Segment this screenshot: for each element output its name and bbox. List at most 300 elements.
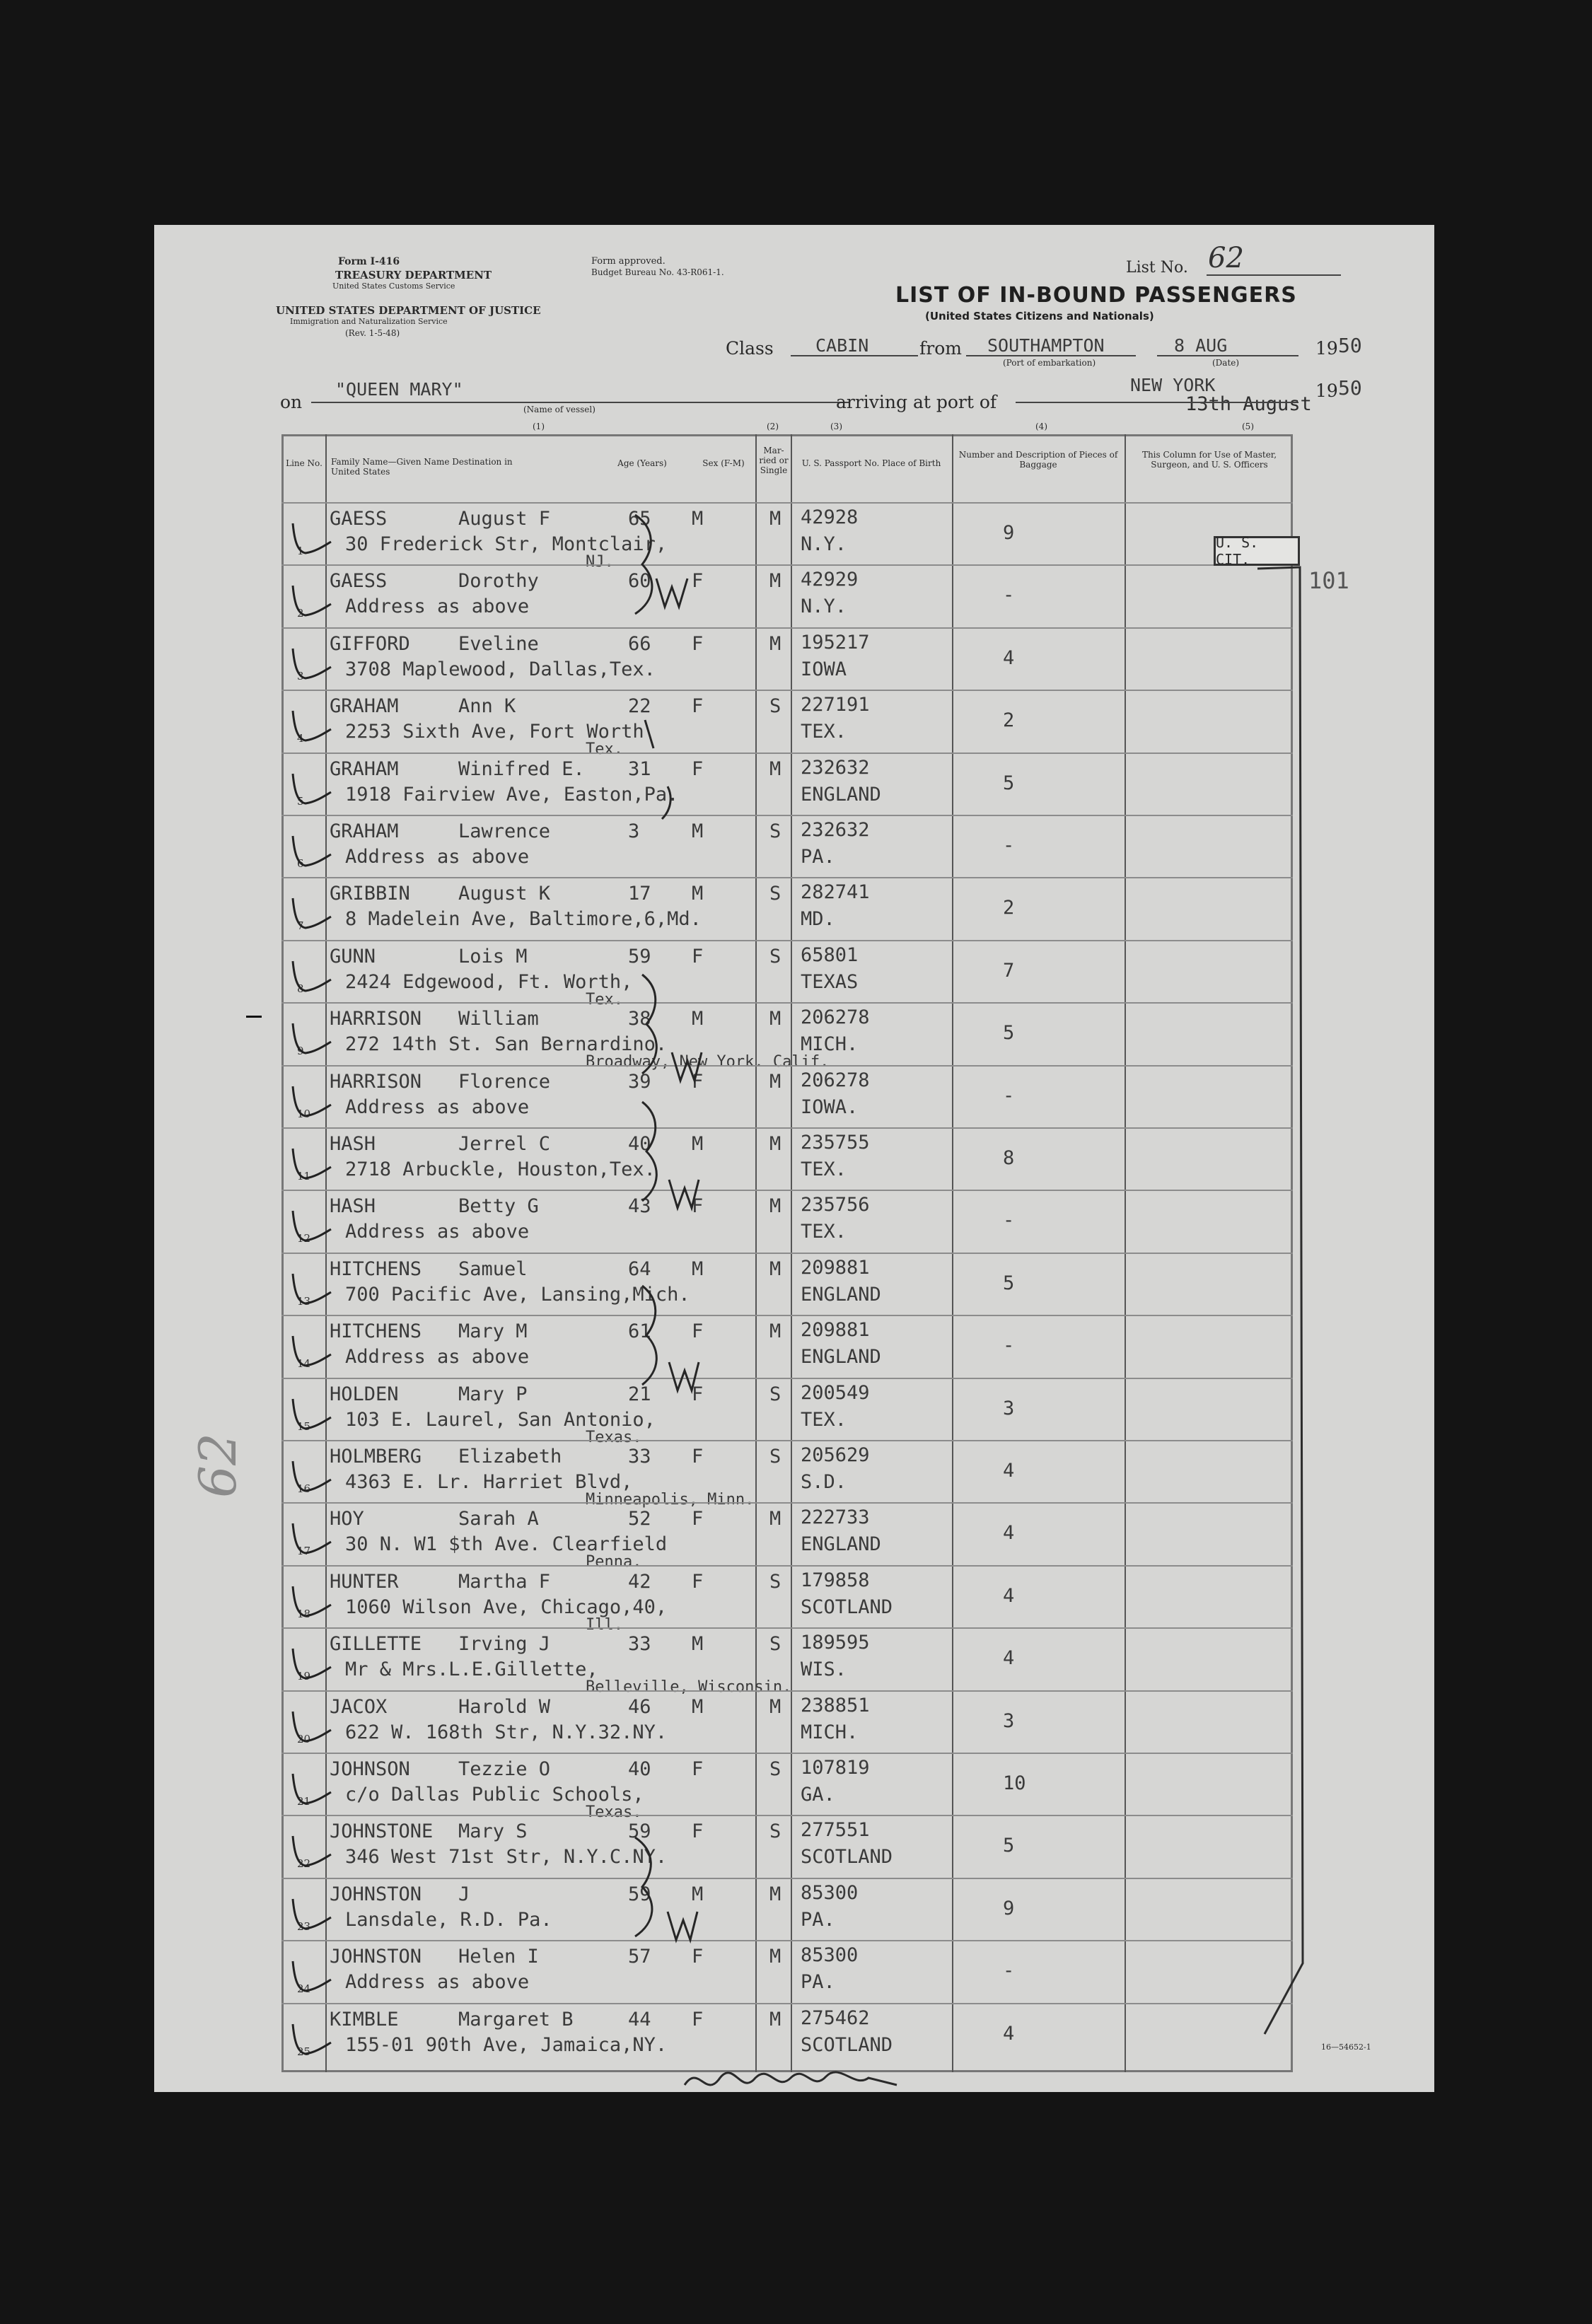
destination: 2253 Sixth Ave, Fort Worth bbox=[345, 721, 644, 743]
family-name: GILLETTE bbox=[330, 1633, 422, 1656]
age: 39 bbox=[628, 1070, 651, 1093]
family-name: HITCHENS bbox=[330, 1320, 422, 1343]
passport-no: 209881 bbox=[801, 1319, 870, 1342]
destination: Lansdale, R.D. Pa. bbox=[345, 1908, 552, 1931]
place-of-birth: ENGLAND bbox=[801, 1346, 881, 1369]
sex: M bbox=[692, 1883, 704, 1905]
age: 59 bbox=[628, 1883, 651, 1905]
baggage-count: 9 bbox=[1003, 522, 1015, 544]
passenger-row bbox=[281, 1127, 1293, 1190]
destination-cont: Tex. bbox=[586, 740, 623, 759]
destination: 30 N. W1 $th Ave. Clearfield bbox=[345, 1533, 668, 1556]
age: 66 bbox=[628, 632, 651, 655]
arrival-year: 50 bbox=[1338, 376, 1362, 400]
passport-no: 42928 bbox=[801, 506, 859, 528]
sex: M bbox=[692, 820, 704, 842]
passenger-row bbox=[281, 753, 1293, 815]
form-print-code: 16—54652-1 bbox=[1321, 2043, 1371, 2052]
passenger-row bbox=[281, 1627, 1293, 1697]
check-mark bbox=[284, 511, 334, 560]
check-mark bbox=[284, 1699, 334, 1748]
passenger-row bbox=[281, 1378, 1293, 1446]
given-name: August K bbox=[458, 883, 551, 905]
marital-status: S bbox=[769, 695, 782, 718]
family-name: HUNTER bbox=[330, 1570, 399, 1593]
marital-status: S bbox=[769, 1570, 782, 1593]
check-mark bbox=[284, 1574, 334, 1623]
arriving-label: arriving at port of bbox=[836, 392, 997, 412]
place-of-birth: TEXAS bbox=[801, 970, 859, 993]
destination: Mr & Mrs.L.E.Gillette, bbox=[345, 1658, 598, 1681]
list-number: 62 bbox=[1208, 242, 1244, 274]
destination: Address as above bbox=[345, 1971, 530, 1994]
destination: Address as above bbox=[345, 1346, 530, 1369]
manifest-title: LIST OF IN-BOUND PASSENGERS bbox=[895, 283, 1297, 308]
destination-cont: Belleville, Wisconsin. bbox=[586, 1678, 792, 1697]
check-mark bbox=[284, 1948, 334, 1998]
baggage-count: 8 bbox=[1003, 1147, 1015, 1169]
family-name: GRAHAM bbox=[330, 820, 399, 842]
arrival-date: 13th August bbox=[1185, 393, 1312, 415]
destination-cont: Ill. bbox=[586, 1615, 623, 1634]
place-of-birth: SCOTLAND bbox=[801, 2033, 893, 2056]
passenger-row bbox=[281, 502, 1293, 571]
marital-status: M bbox=[769, 1133, 782, 1155]
given-name: Sarah A bbox=[458, 1508, 539, 1530]
passenger-row bbox=[281, 815, 1293, 877]
baggage-count: 3 bbox=[1003, 1709, 1015, 1732]
passenger-row bbox=[281, 2003, 1293, 2065]
age: 33 bbox=[628, 1446, 651, 1468]
destination-cont: Minneapolis, Minn. bbox=[586, 1491, 755, 1509]
passport-no: 238851 bbox=[801, 1694, 870, 1716]
sex: F bbox=[692, 1508, 704, 1530]
marital-status: M bbox=[769, 1195, 782, 1218]
passport-no: 65801 bbox=[801, 943, 859, 966]
baggage-count: 4 bbox=[1003, 1460, 1015, 1482]
given-name: Dorothy bbox=[458, 570, 539, 593]
marital-status: M bbox=[769, 1320, 782, 1343]
marital-status: M bbox=[769, 1695, 782, 1718]
passenger-row bbox=[281, 1690, 1293, 1753]
margin-list-number: 62 bbox=[187, 1433, 248, 1498]
marital-status: S bbox=[769, 945, 782, 968]
line-number: 10 bbox=[297, 1107, 311, 1120]
check-mark bbox=[284, 1198, 334, 1248]
check-mark bbox=[284, 1636, 334, 1685]
marital-status: S bbox=[769, 1820, 782, 1843]
baggage-count: - bbox=[1003, 1209, 1015, 1232]
passenger-row bbox=[281, 1440, 1293, 1509]
passport-no: 235755 bbox=[801, 1132, 870, 1154]
family-name: GAESS bbox=[330, 570, 388, 593]
line-number: 12 bbox=[297, 1232, 311, 1245]
budget-bureau: Budget Bureau No. 43-R061-1. bbox=[591, 267, 724, 277]
family-name: HASH bbox=[330, 1133, 376, 1155]
given-name: Jerrel C bbox=[458, 1133, 551, 1155]
line-number: 17 bbox=[297, 1545, 311, 1558]
embarkation-port: SOUTHAMPTON bbox=[987, 335, 1105, 356]
family-name: HARRISON bbox=[330, 1070, 422, 1093]
given-name: Samuel bbox=[458, 1257, 528, 1280]
given-name: Lawrence bbox=[458, 820, 551, 842]
col-number-4: (4) bbox=[1035, 422, 1047, 431]
year-prefix-2: 19 bbox=[1315, 380, 1338, 401]
vessel-name: "QUEEN MARY" bbox=[335, 379, 463, 400]
passport-no: 85300 bbox=[801, 1881, 859, 1904]
check-mark bbox=[284, 1761, 334, 1811]
destination: 103 E. Laurel, San Antonio, bbox=[345, 1408, 656, 1431]
header-baggage: Number and Description of Pieces of Baggage bbox=[958, 450, 1118, 470]
passenger-row bbox=[281, 564, 1293, 627]
baggage-count: 5 bbox=[1003, 1022, 1015, 1045]
destination: Address as above bbox=[345, 846, 530, 868]
destination: 2424 Edgewood, Ft. Worth, bbox=[345, 970, 633, 993]
family-name: GUNN bbox=[330, 945, 376, 968]
line-number: 25 bbox=[297, 2045, 311, 2058]
line-number: 4 bbox=[297, 732, 304, 745]
given-name: Mary P bbox=[458, 1383, 528, 1405]
line-number: 2 bbox=[297, 607, 304, 620]
class-line bbox=[791, 355, 918, 356]
check-mark bbox=[284, 948, 334, 998]
check-mark bbox=[284, 1511, 334, 1560]
stamp-count: 101 bbox=[1308, 567, 1349, 594]
sex: F bbox=[692, 1383, 704, 1405]
sex: F bbox=[692, 1758, 704, 1780]
check-mark bbox=[284, 2011, 334, 2061]
age: 43 bbox=[628, 1195, 651, 1218]
header-line-no: Line No. bbox=[286, 458, 323, 468]
marital-status: M bbox=[769, 508, 782, 530]
sex: F bbox=[692, 632, 704, 655]
given-name: Winifred E. bbox=[458, 757, 585, 780]
age: 31 bbox=[628, 757, 651, 780]
marital-status: M bbox=[769, 1946, 782, 1968]
check-mark bbox=[284, 1323, 334, 1373]
justice-dept: UNITED STATES DEPARTMENT OF JUSTICE bbox=[276, 304, 541, 317]
passport-no: 235756 bbox=[801, 1194, 870, 1216]
passport-no: 282741 bbox=[801, 881, 870, 904]
sex: F bbox=[692, 1070, 704, 1093]
place-of-birth: TEX. bbox=[801, 1158, 847, 1180]
col-number-2: (2) bbox=[767, 422, 779, 431]
family-name: HITCHENS bbox=[330, 1257, 422, 1280]
place-of-birth: PA. bbox=[801, 1908, 835, 1931]
destination: 2718 Arbuckle, Houston,Tex. bbox=[345, 1158, 656, 1180]
destination: c/o Dallas Public Schools, bbox=[345, 1784, 644, 1806]
sex: F bbox=[692, 1446, 704, 1468]
destination-cont: Broadway, New York. Calif. bbox=[586, 1053, 830, 1071]
age: 65 bbox=[628, 508, 651, 530]
class-label: Class bbox=[726, 338, 774, 359]
family-name: JOHNSTONE bbox=[330, 1820, 434, 1843]
age: 40 bbox=[628, 1133, 651, 1155]
sex: M bbox=[692, 1633, 704, 1656]
place-of-birth: TEX. bbox=[801, 1408, 847, 1431]
arrival-line bbox=[1016, 402, 1298, 403]
family-name: GRAHAM bbox=[330, 757, 399, 780]
family-name: GAESS bbox=[330, 508, 388, 530]
sex: F bbox=[692, 695, 704, 718]
place-of-birth: GA. bbox=[801, 1784, 835, 1806]
on-label: on bbox=[280, 392, 303, 412]
sex: M bbox=[692, 508, 704, 530]
check-mark bbox=[284, 1386, 334, 1436]
passenger-row bbox=[281, 1502, 1293, 1571]
treasury-dept: TREASURY DEPARTMENT bbox=[335, 269, 492, 281]
marital-status: S bbox=[769, 883, 782, 905]
line-number: 5 bbox=[297, 794, 304, 808]
line-number: 9 bbox=[297, 1045, 304, 1058]
baggage-count: 3 bbox=[1003, 1397, 1015, 1419]
passenger-row bbox=[281, 1190, 1293, 1252]
place-of-birth: ENGLAND bbox=[801, 1283, 881, 1306]
passenger-row bbox=[281, 1002, 1293, 1071]
age: 52 bbox=[628, 1508, 651, 1530]
passport-no: 275462 bbox=[801, 2006, 870, 2029]
given-name: Elizabeth bbox=[458, 1446, 562, 1468]
given-name: Lois M bbox=[458, 945, 528, 968]
age: 21 bbox=[628, 1383, 651, 1405]
sex: F bbox=[692, 1195, 704, 1218]
destination-cont: Penna. bbox=[586, 1553, 642, 1571]
from-label: from bbox=[919, 338, 962, 359]
line-number: 13 bbox=[297, 1294, 311, 1308]
given-name: Florence bbox=[458, 1070, 551, 1093]
check-mark bbox=[284, 823, 334, 873]
marital-status: M bbox=[769, 757, 782, 780]
check-mark bbox=[284, 761, 334, 811]
marital-status: M bbox=[769, 1070, 782, 1093]
sex: F bbox=[692, 2008, 704, 2030]
sex: M bbox=[692, 883, 704, 905]
us-citizen-stamp: U. S. CIT. bbox=[1214, 536, 1300, 566]
age: 22 bbox=[628, 695, 651, 718]
passport-no: 232632 bbox=[801, 819, 870, 841]
passport-no: 209881 bbox=[801, 1256, 870, 1279]
marital-status: M bbox=[769, 632, 782, 655]
baggage-count: - bbox=[1003, 835, 1015, 856]
sex: F bbox=[692, 945, 704, 968]
header-age: Age (Years) bbox=[617, 458, 667, 468]
family-name: HARRISON bbox=[330, 1008, 422, 1030]
family-name: JOHNSON bbox=[330, 1758, 410, 1780]
place-of-birth: TEX. bbox=[801, 1221, 847, 1243]
passport-no: 107819 bbox=[801, 1757, 870, 1779]
marital-status: S bbox=[769, 1446, 782, 1468]
baggage-count: 10 bbox=[1003, 1772, 1026, 1794]
departure-year: 50 bbox=[1338, 334, 1362, 357]
marital-status: M bbox=[769, 2008, 782, 2030]
line-number: 18 bbox=[297, 1607, 311, 1620]
place-of-birth: SCOTLAND bbox=[801, 1596, 893, 1618]
age: 59 bbox=[628, 945, 651, 968]
check-mark bbox=[284, 636, 334, 685]
baggage-count: - bbox=[1003, 584, 1015, 607]
line-number: 7 bbox=[297, 919, 304, 933]
destination: 3708 Maplewood, Dallas,Tex. bbox=[345, 658, 656, 680]
marital-status: S bbox=[769, 1758, 782, 1780]
place-of-birth: ENGLAND bbox=[801, 783, 881, 806]
place-of-birth: MICH. bbox=[801, 1721, 859, 1743]
place-of-birth: S.D. bbox=[801, 1471, 847, 1493]
check-mark bbox=[284, 1136, 334, 1185]
passport-no: 189595 bbox=[801, 1632, 870, 1654]
marital-status: M bbox=[769, 1883, 782, 1905]
given-name: William bbox=[458, 1008, 539, 1030]
passport-no: 206278 bbox=[801, 1069, 870, 1091]
passenger-row bbox=[281, 1878, 1293, 1940]
check-mark bbox=[284, 698, 334, 748]
marital-status: M bbox=[769, 1257, 782, 1280]
given-name: Margaret B bbox=[458, 2008, 574, 2030]
destination: 1060 Wilson Ave, Chicago,40, bbox=[345, 1596, 668, 1618]
given-name: Irving J bbox=[458, 1633, 551, 1656]
place-of-birth: MD. bbox=[801, 908, 835, 931]
family-name: HASH bbox=[330, 1195, 376, 1218]
baggage-count: 4 bbox=[1003, 1522, 1015, 1545]
baggage-count: 7 bbox=[1003, 959, 1015, 982]
check-mark bbox=[284, 1823, 334, 1873]
line-number: 16 bbox=[297, 1482, 311, 1495]
sex: M bbox=[692, 1695, 704, 1718]
given-name: Harold W bbox=[458, 1695, 551, 1718]
baggage-count: - bbox=[1003, 1960, 1015, 1982]
manifest-sheet bbox=[154, 225, 1434, 2092]
destination: 4363 E. Lr. Harriet Blvd, bbox=[345, 1471, 633, 1493]
age: 38 bbox=[628, 1008, 651, 1030]
handwritten-marks bbox=[628, 508, 713, 2035]
sex: M bbox=[692, 1257, 704, 1280]
destination-cont: NJ. bbox=[586, 553, 614, 571]
given-name: Mary M bbox=[458, 1320, 528, 1343]
family-name: JOHNSTON bbox=[330, 1946, 422, 1968]
age: 17 bbox=[628, 883, 651, 905]
passport-no: 179858 bbox=[801, 1569, 870, 1591]
passenger-row bbox=[281, 627, 1293, 690]
marital-status: M bbox=[769, 1008, 782, 1030]
margin-tick bbox=[246, 1016, 262, 1018]
destination: 272 14th St. San Bernardino. bbox=[345, 1033, 668, 1056]
place-of-birth: ENGLAND bbox=[801, 1533, 881, 1556]
line-number: 21 bbox=[297, 1795, 311, 1808]
officer-signature bbox=[678, 2057, 904, 2092]
passenger-row bbox=[281, 877, 1293, 939]
check-mark bbox=[284, 885, 334, 935]
passenger-row bbox=[281, 1315, 1293, 1377]
sex: M bbox=[692, 1008, 704, 1030]
passenger-row bbox=[281, 1940, 1293, 2002]
customs-service: United States Customs Service bbox=[332, 281, 455, 291]
passport-no: 277551 bbox=[801, 1819, 870, 1842]
line-number: 14 bbox=[297, 1357, 311, 1371]
destination: Address as above bbox=[345, 1096, 530, 1118]
manifest-subtitle: (United States Citizens and Nationals) bbox=[925, 310, 1154, 323]
line-number: 8 bbox=[297, 982, 304, 995]
passenger-row bbox=[281, 940, 1293, 1009]
place-of-birth: N.Y. bbox=[801, 533, 847, 555]
age: 57 bbox=[628, 1946, 651, 1968]
given-name: Betty G bbox=[458, 1195, 539, 1218]
given-name: Eveline bbox=[458, 632, 539, 655]
header-officer-use: This Column for Use of Master, Surgeon, and U. S. Officers bbox=[1141, 450, 1277, 470]
given-name: August F bbox=[458, 508, 551, 530]
header-name: Family Name—Given Name Destination in United States bbox=[331, 457, 513, 477]
age: 42 bbox=[628, 1570, 651, 1593]
from-line bbox=[966, 355, 1136, 356]
check-mark bbox=[284, 1886, 334, 1936]
destination-cont: Tex. bbox=[586, 990, 623, 1009]
form-number: Form I-416 bbox=[338, 256, 400, 267]
place-of-birth: SCOTLAND bbox=[801, 1846, 893, 1869]
sex: F bbox=[692, 570, 704, 593]
sex: F bbox=[692, 757, 704, 780]
line-number: 19 bbox=[297, 1670, 311, 1683]
destination: 30 Frederick Str, Montclair, bbox=[345, 533, 668, 555]
arrival-port: NEW YORK bbox=[1130, 375, 1216, 395]
line-number: 20 bbox=[297, 1732, 311, 1745]
family-name: HOLMBERG bbox=[330, 1446, 422, 1468]
destination: 155-01 90th Ave, Jamaica,NY. bbox=[345, 2033, 668, 2056]
marital-status: M bbox=[769, 570, 782, 593]
destination: Address as above bbox=[345, 595, 530, 618]
line-number: 15 bbox=[297, 1419, 311, 1433]
destination: 700 Pacific Ave, Lansing,Mich. bbox=[345, 1283, 690, 1306]
given-name: J bbox=[458, 1883, 470, 1905]
age: 64 bbox=[628, 1257, 651, 1280]
baggage-count: - bbox=[1003, 1084, 1015, 1107]
passport-no: 206278 bbox=[801, 1006, 870, 1029]
baggage-count: 2 bbox=[1003, 709, 1015, 732]
passenger-row bbox=[281, 1753, 1293, 1821]
given-name: Tezzie O bbox=[458, 1758, 551, 1780]
destination: Address as above bbox=[345, 1221, 530, 1243]
marital-status: S bbox=[769, 820, 782, 842]
col-number-1: (1) bbox=[533, 422, 545, 431]
line-number: 24 bbox=[297, 1982, 311, 1996]
form-approved: Form approved. bbox=[591, 256, 666, 267]
vessel-line bbox=[311, 402, 849, 403]
destination-cont: Texas. bbox=[586, 1428, 642, 1446]
baggage-count: 9 bbox=[1003, 1897, 1015, 1919]
passenger-row bbox=[281, 1565, 1293, 1634]
given-name: Helen I bbox=[458, 1946, 539, 1968]
check-mark bbox=[284, 573, 334, 622]
marital-status: S bbox=[769, 1633, 782, 1656]
handwritten-bracket-line bbox=[1243, 563, 1321, 2062]
place-of-birth: MICH. bbox=[801, 1033, 859, 1056]
given-name: Mary S bbox=[458, 1820, 528, 1843]
baggage-count: 4 bbox=[1003, 2022, 1015, 2045]
sex: M bbox=[692, 1133, 704, 1155]
family-name: GRAHAM bbox=[330, 695, 399, 718]
place-of-birth: PA. bbox=[801, 1971, 835, 1994]
age: 46 bbox=[628, 1695, 651, 1718]
passport-no: 232632 bbox=[801, 756, 870, 779]
line-number: 23 bbox=[297, 1919, 311, 1933]
date-caption: (Date) bbox=[1212, 358, 1240, 368]
family-name: GRIBBIN bbox=[330, 883, 410, 905]
list-no-label: List No. bbox=[1126, 259, 1188, 277]
destination: 346 West 71st Str, N.Y.C.NY. bbox=[345, 1846, 668, 1869]
passport-no: 195217 bbox=[801, 631, 870, 653]
form-revision: (Rev. 1-5-48) bbox=[345, 328, 400, 338]
place-of-birth: N.Y. bbox=[801, 595, 847, 618]
age: 40 bbox=[628, 1758, 651, 1780]
year-prefix: 19 bbox=[1315, 338, 1338, 359]
col-number-3: (3) bbox=[830, 422, 842, 431]
